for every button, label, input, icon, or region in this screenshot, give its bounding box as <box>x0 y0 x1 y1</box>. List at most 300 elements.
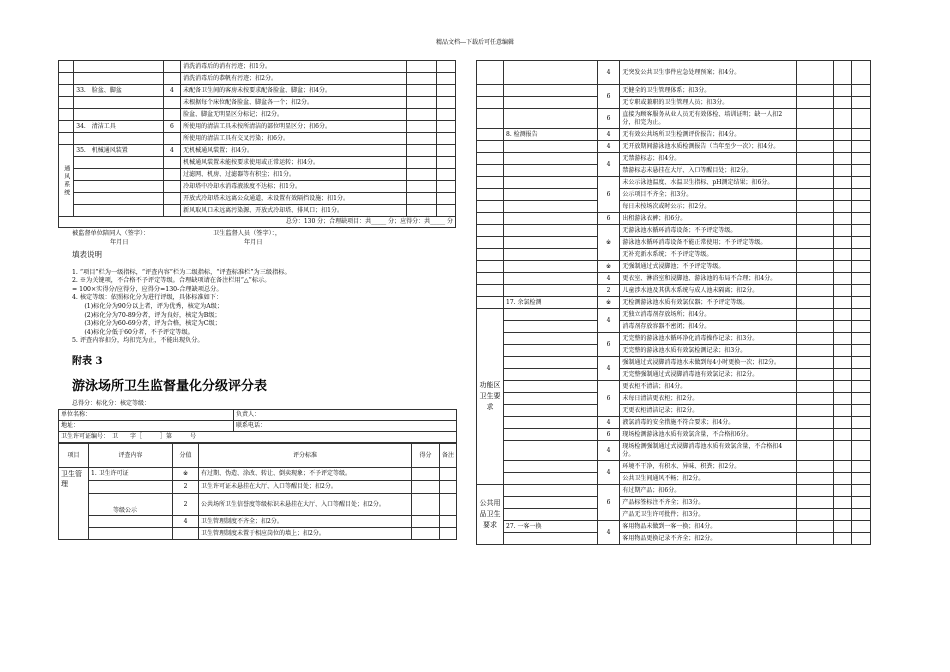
rule-cell: 机械通风装置未能按要求使用或正常运转；扣4分。 <box>181 157 407 169</box>
cat-cell: 通风系统 <box>59 145 74 217</box>
item-cell <box>504 417 598 429</box>
rule-cell: 更衣室、淋浴室和浸脚池、游泳池的布局不合理；扣4分。 <box>620 273 797 285</box>
blank-cell <box>833 285 852 297</box>
blank-cell <box>797 201 833 213</box>
item-cell <box>504 485 598 497</box>
rule-cell: 现场检测游泳池水质有效氯含量，不合格扣6分。 <box>620 429 797 441</box>
item-cell <box>504 213 598 225</box>
left-bottom-table <box>58 443 457 540</box>
rule-cell: 无突发公共卫生事件应急处理预案；扣4分。 <box>620 61 797 85</box>
rule-cell: 无完整的游泳池水循环净化消毒操作记录；扣3分。 <box>620 333 797 345</box>
rule-cell: 消洗消毒后的恭帆有污迹；扣2分。 <box>181 73 407 85</box>
signatures <box>58 230 456 248</box>
blank-cell <box>797 381 833 393</box>
page-header: 精品文档---下载后可任意编辑 <box>435 39 515 46</box>
item-cell <box>504 201 598 213</box>
blank-cell <box>797 97 833 109</box>
blank-cell <box>797 333 833 345</box>
blank-cell <box>852 461 871 473</box>
blank-cell <box>833 273 852 285</box>
blank-cell <box>852 441 871 461</box>
blank-cell <box>833 61 852 85</box>
rule-cell: 液氯消毒的安全措施不符合要求；扣4分。 <box>620 417 797 429</box>
cat-cell <box>477 213 504 225</box>
blank-cell <box>833 201 852 213</box>
rule-cell: 无更衣柜清洁记录；扣2分。 <box>620 405 797 417</box>
item-cell <box>504 165 598 177</box>
blank-cell <box>852 393 871 405</box>
rule-cell: 新风取风口未远离污染源、开放式冷却塔、排风口；扣1分。 <box>181 205 407 217</box>
blank-cell <box>852 201 871 213</box>
score-cell: 6 <box>597 213 620 225</box>
score-cell: 4 <box>597 273 620 285</box>
info-table <box>58 409 457 443</box>
blank-cell <box>797 509 833 521</box>
item-cell: 8. 检测报告 <box>504 129 598 141</box>
rule-cell: 卫生管理制度不齐全；扣2分。 <box>199 515 412 527</box>
rule-cell: 无游泳池水循环消毒设备；不予评定等级。 <box>620 225 797 237</box>
license-field: 卫生许可证编号： 卫 字［ ］第 号 <box>59 431 457 442</box>
rule-cell: 每日未按场次或时公示；扣2分。 <box>620 201 797 213</box>
score-cell: 4 <box>597 521 620 545</box>
blank-cell <box>833 321 852 333</box>
rule-cell: 现场检测强制通过式浸脚消毒池水质有效氯含量，不合格扣4分。 <box>620 441 797 461</box>
note-line: (3)标化分为60-69分者，评为合格，核定为C级； <box>72 320 221 328</box>
blank-cell <box>852 357 871 369</box>
cat-cell <box>477 141 504 153</box>
item-cell <box>504 225 598 237</box>
blank-cell <box>852 309 871 321</box>
item-cell <box>504 237 598 249</box>
item-cell <box>504 357 598 369</box>
blank-cell <box>852 129 871 141</box>
blank-cell <box>797 441 833 461</box>
rule-cell: 开放式冷却塔未远离公众通道，未设置有效隔挡设施；扣1分。 <box>181 193 407 205</box>
blank-cell <box>797 393 833 405</box>
blank-cell <box>833 393 852 405</box>
rule-cell: 无强制通过式浸脚池；不予评定等级。 <box>620 261 797 273</box>
rule-cell: 无完整的游泳池水质有效氯检测记录；扣3分。 <box>620 345 797 357</box>
item-cell <box>504 393 598 405</box>
item-cell <box>504 189 598 201</box>
blank-cell <box>833 429 852 441</box>
blank-cell <box>852 321 871 333</box>
blank-cell <box>797 321 833 333</box>
rule-cell: 消毒剂存放容器不密闭；扣4分。 <box>620 321 797 333</box>
item-cell: 33. 脸盆、脚盆 <box>74 85 163 97</box>
blank-cell <box>833 129 852 141</box>
score-cell: ※ <box>597 261 620 273</box>
rule-cell: 无有效公共场所卫生检测评价报告；扣4分。 <box>620 129 797 141</box>
rule-cell: 有过期产品；扣6分。 <box>620 485 797 497</box>
rule-cell: 儿童涉水池及其供水系统与成人池未隔离；扣2分。 <box>620 285 797 297</box>
item-cell <box>504 177 598 189</box>
rule-cell: 无补充新水系统；不予评定等级。 <box>620 249 797 261</box>
cat-cell: 卫生管理 <box>59 467 89 539</box>
blank-cell <box>852 345 871 357</box>
blank-cell <box>833 441 852 461</box>
blank-cell <box>797 177 833 189</box>
cat-cell <box>477 177 504 189</box>
item-cell <box>504 249 598 261</box>
item-cell <box>504 509 598 521</box>
appendix-label: 附表 3 <box>72 355 103 367</box>
blank-cell <box>797 165 833 177</box>
blank-cell <box>852 249 871 261</box>
score-cell: 4 <box>597 129 620 141</box>
head-proj: 项目 <box>59 443 89 467</box>
blank-cell <box>852 533 871 545</box>
cat-cell: 公共用品卫生要求 <box>477 485 504 545</box>
blank-cell <box>833 189 852 201</box>
rule-cell: 客用物品未做到一客一换；扣4分。 <box>620 521 797 533</box>
head-std: 评分标准 <box>199 443 412 467</box>
cat-cell <box>477 97 504 109</box>
blank-cell <box>833 153 852 165</box>
blank-cell <box>852 189 871 201</box>
blank-cell <box>833 345 852 357</box>
rule-cell: 出租游泳衣裤；扣6分。 <box>620 213 797 225</box>
blank-cell <box>852 97 871 109</box>
blank-cell <box>833 333 852 345</box>
cat-cell <box>477 273 504 285</box>
left-column <box>58 60 456 540</box>
rule-cell: 强制通过式浸脚消毒池水未做到每4小时更换一次；扣2分。 <box>620 357 797 369</box>
blank-cell <box>852 381 871 393</box>
score-cell: 4 <box>163 85 180 97</box>
rule-cell: 未配备卫生间的客房未按要求配备脸盆、脚盆；扣4分。 <box>181 85 407 97</box>
rule-cell: 更衣柜不清洁；扣4分。 <box>620 381 797 393</box>
item-cell: 35. 机械通风装置 <box>74 145 163 157</box>
rule-cell: 环境不干净，有积水、异味、积粪；扣2分。 <box>620 461 797 473</box>
item-cell <box>504 441 598 461</box>
score-cell: ※ <box>597 297 620 309</box>
item-cell: 34. 清洁工具 <box>74 121 163 133</box>
note-line: 5. 评查内容扣分，均扣完为止，不能出现负分。 <box>72 337 204 345</box>
right-table <box>476 60 871 545</box>
cat-cell <box>477 285 504 297</box>
item-cell <box>504 473 598 485</box>
blank-cell <box>797 497 833 509</box>
blank-cell <box>797 129 833 141</box>
blank-cell <box>797 473 833 485</box>
blank-cell <box>852 417 871 429</box>
blank-cell <box>797 417 833 429</box>
item-cell <box>504 321 598 333</box>
score-cell: 6 <box>597 177 620 213</box>
blank-cell <box>797 429 833 441</box>
rule-cell: 公示项目不齐全；扣3分。 <box>620 189 797 201</box>
rule-cell: 产品标签标注不齐全；扣3分。 <box>620 497 797 509</box>
rule-cell: 脸盆、脚盆无明显区分标记；扣2分。 <box>181 109 407 121</box>
rule-cell: 无完整强制通过式浸脚消毒池有效氯记录；扣2分。 <box>620 369 797 381</box>
rule-cell: 无禁游标志；扣4分。 <box>620 153 797 165</box>
rule-cell: 无开放期间游泳池水质检测报告（当年至少一次）；扣4分。 <box>620 141 797 153</box>
notes <box>72 260 456 346</box>
blank-cell <box>797 61 833 85</box>
rule-cell: 所使用的清洁工具未按所清洁的部位明显区分；扣6分。 <box>181 121 407 133</box>
item-cell <box>504 345 598 357</box>
rule-cell: 未根据每个床位配备脸盆、脚盆各一个；扣2分。 <box>181 97 407 109</box>
score-cell: 2 <box>173 493 199 515</box>
score-cell: 4 <box>597 417 620 429</box>
blank-cell <box>833 533 852 545</box>
rule-cell: 无检测游泳池水质有效氯仪器；不予评定等级。 <box>620 297 797 309</box>
blank-cell <box>797 309 833 321</box>
item-cell <box>504 273 598 285</box>
rule-cell: 未每日清洁更衣柜；扣2分。 <box>620 393 797 405</box>
form-subtitle: 总得分：标化分：核定等级： <box>72 399 151 407</box>
blank-cell <box>833 309 852 321</box>
cat-cell <box>477 249 504 261</box>
score-cell: 6 <box>597 333 620 357</box>
item-cell <box>504 285 598 297</box>
cat-cell <box>477 225 504 237</box>
blank-cell <box>797 297 833 309</box>
blank-cell <box>833 213 852 225</box>
blank-cell <box>833 417 852 429</box>
score-cell: 2 <box>597 285 620 297</box>
score-cell: 4 <box>163 145 180 157</box>
item-cell <box>504 85 598 97</box>
score-cell: 4 <box>597 357 620 381</box>
note-line: (4)标化分低于60分者，不予评定等级。 <box>72 328 194 336</box>
score-cell: 6 <box>597 485 620 521</box>
rule-cell: 所使用的清洁工具有交叉污染；扣6分。 <box>181 133 407 145</box>
note-line: 2. ※为关键项，不合格不予评定等级。合理缺项请在备注栏用“△”标示。 <box>72 277 271 285</box>
score-cell: ※ <box>597 225 620 261</box>
rule-cell: 无健全的卫生管理体系；扣3分。 <box>620 85 797 97</box>
cat-cell <box>477 201 504 213</box>
rule-cell: 有过期、伪造、涂改、转让、倒卖现象；不予评定等级。 <box>199 467 412 480</box>
head-score: 分值 <box>173 443 199 467</box>
rule-cell: 冷却塔中冷却水消毒液浓度不达标；扣1分。 <box>181 181 407 193</box>
item-cell <box>504 369 598 381</box>
score-cell: 4 <box>173 515 199 527</box>
item-cell: 等级公示 <box>89 493 173 515</box>
blank-cell <box>833 405 852 417</box>
blank-cell <box>852 521 871 533</box>
blank-cell <box>852 429 871 441</box>
blank-cell <box>797 521 833 533</box>
blank-cell <box>852 61 871 85</box>
score-cell: 6 <box>163 121 180 133</box>
blank-cell <box>833 497 852 509</box>
blank-cell <box>833 97 852 109</box>
item-cell <box>74 61 163 73</box>
rule-cell: 禁游标志未悬挂在大厅、入口等醒目处；扣2分。 <box>620 165 797 177</box>
rule-cell: 卫生许可证未悬挂在大厅、入口等醒目处；扣2分。 <box>199 480 412 493</box>
blank-cell <box>797 109 833 129</box>
rule-cell: 无独立消毒剂存放场所；扣4分。 <box>620 309 797 321</box>
blank-cell <box>833 177 852 189</box>
blank-cell <box>833 249 852 261</box>
item-cell <box>504 497 598 509</box>
score-cell: 4 <box>597 309 620 333</box>
item-cell <box>504 153 598 165</box>
blank-cell <box>852 153 871 165</box>
blank-cell <box>797 225 833 237</box>
score-cell: 4 <box>597 141 620 153</box>
item-cell <box>504 109 598 129</box>
sign-officer: 卫生监督人员（签字）：， <box>213 230 282 237</box>
blank-cell <box>797 153 833 165</box>
blank-cell <box>852 177 871 189</box>
item-cell: 1. 卫生许可证 <box>89 467 173 480</box>
blank-cell <box>833 85 852 97</box>
blank-cell <box>852 165 871 177</box>
blank-cell <box>833 357 852 369</box>
blank-cell <box>797 141 833 153</box>
score-cell: 6 <box>597 429 620 441</box>
blank-cell <box>852 333 871 345</box>
score-cell: 4 <box>597 441 620 461</box>
item-cell <box>504 381 598 393</box>
cat-cell <box>477 165 504 177</box>
blank-cell <box>797 533 833 545</box>
blank-cell <box>852 509 871 521</box>
blank-cell <box>833 141 852 153</box>
rule-cell: 客用物品更换记录不齐全；扣2分。 <box>620 533 797 545</box>
item-cell <box>504 309 598 321</box>
blank-cell <box>852 369 871 381</box>
head-content: 评查内容 <box>89 443 173 467</box>
cat-cell <box>477 153 504 165</box>
blank-cell <box>852 141 871 153</box>
blank-cell <box>833 225 852 237</box>
blank-cell <box>797 237 833 249</box>
notes-title: 填表说明 <box>72 250 102 259</box>
blank-cell <box>797 213 833 225</box>
item-cell <box>504 405 598 417</box>
head-got: 得分 <box>412 443 440 467</box>
blank-cell <box>797 249 833 261</box>
cat-cell: 功能区卫生要求 <box>477 309 504 485</box>
note-line: (2)标化分为70-89分者，评为良好，核定为B级； <box>72 311 221 319</box>
sign-date-a: 年月日 <box>110 239 129 246</box>
note-line: (1)标化分为90分以上者，评为优秀，核定为A级； <box>72 302 224 310</box>
sign-date-b: 年月日 <box>244 239 263 246</box>
total-line: 总分：130 分；合理缺项目：共_____ 分；应得分：共_____ 分 <box>59 217 456 228</box>
cat-cell <box>59 61 74 73</box>
score-cell: 6 <box>597 109 620 129</box>
blank-cell <box>852 225 871 237</box>
score-cell: 4 <box>597 61 620 85</box>
cat-cell <box>477 297 504 309</box>
score-cell: 6 <box>597 381 620 417</box>
blank-cell <box>797 369 833 381</box>
note-line: = 100×实得分/应得分，应得分=130-合理缺项总分。 <box>72 285 223 293</box>
item-cell <box>504 61 598 85</box>
blank-cell <box>833 369 852 381</box>
blank-cell <box>797 345 833 357</box>
blank-cell <box>852 473 871 485</box>
score-cell: 2 <box>173 480 199 493</box>
cat-cell <box>477 237 504 249</box>
phone-field: 联系电话： <box>234 420 457 431</box>
blank-cell <box>833 261 852 273</box>
blank-cell <box>833 165 852 177</box>
blank-cell <box>852 237 871 249</box>
item-cell <box>504 261 598 273</box>
score-cell: 4 <box>597 153 620 177</box>
blank-cell <box>797 273 833 285</box>
blank-cell <box>852 485 871 497</box>
rule-cell: 游泳池水循环消毒设备不能正常使用；不予评定等级。 <box>620 237 797 249</box>
score-cell: ※ <box>173 467 199 480</box>
blank-cell <box>797 405 833 417</box>
blank-cell <box>797 485 833 497</box>
left-top-table <box>58 60 456 228</box>
rule-cell: 产品无卫生许可批件；扣3分。 <box>620 509 797 521</box>
blank-cell <box>833 381 852 393</box>
rule-cell: 卫生管理制度未置于相应岗位的墙上；扣2分。 <box>199 527 412 539</box>
blank-cell <box>833 461 852 473</box>
rule-cell: 过滤网、机房、过滤器等有积尘；扣1分。 <box>181 169 407 181</box>
blank-cell <box>797 189 833 201</box>
note-line: 1. “项目”栏为一级指标，“评查内容”栏为二级指标，“评查标准栏”为三级指标。 <box>72 268 291 276</box>
blank-cell <box>852 261 871 273</box>
blank-cell <box>833 109 852 129</box>
blank-cell <box>833 297 852 309</box>
head-rem: 备注 <box>440 443 457 467</box>
item-cell <box>504 461 598 473</box>
blank-cell <box>797 261 833 273</box>
rule-cell: 未公示泳池温度、水温卫生指标、pH测定结果；扣6分。 <box>620 177 797 189</box>
blank-cell <box>852 297 871 309</box>
score-cell: 6 <box>597 85 620 109</box>
item-cell <box>504 141 598 153</box>
blank-cell <box>852 497 871 509</box>
blank-cell <box>852 213 871 225</box>
blank-cell <box>833 509 852 521</box>
cat-cell <box>477 61 504 85</box>
blank-cell <box>852 285 871 297</box>
blank-cell <box>797 357 833 369</box>
blank-cell <box>833 473 852 485</box>
blank-cell <box>852 109 871 129</box>
address-field: 地址： <box>59 420 234 431</box>
cat-cell <box>477 129 504 141</box>
blank-cell <box>852 405 871 417</box>
sign-unit: 被监督单位陪同人（签字）： <box>72 230 150 237</box>
blank-cell <box>833 485 852 497</box>
cat-cell <box>477 189 504 201</box>
blank-cell <box>833 237 852 249</box>
item-cell <box>504 429 598 441</box>
cat-cell <box>477 261 504 273</box>
unit-name-field: 单位名称： <box>59 409 234 420</box>
score-cell: 4 <box>597 461 620 485</box>
right-column <box>476 60 871 545</box>
blank-cell <box>797 461 833 473</box>
blank-cell <box>833 521 852 533</box>
blank-cell <box>797 85 833 97</box>
item-cell <box>504 533 598 545</box>
rule-cell: 无机械通风装置；扣4分。 <box>181 145 407 157</box>
cat-cell <box>477 109 504 129</box>
item-cell <box>504 97 598 109</box>
rule-cell: 消洗消毒后的消有污迹；扣1分。 <box>181 61 407 73</box>
leader-field: 负责人： <box>234 409 457 420</box>
blank-cell <box>797 285 833 297</box>
rule-cell: 无专职或兼职的卫生管理人员；扣3分。 <box>620 97 797 109</box>
item-cell: 17. 余氯检测 <box>504 297 598 309</box>
rule-cell: 直接为顾客服务从业人员无有效体检、培训证明；缺一人扣2分，扣完为止。 <box>620 109 797 129</box>
item-cell: 27. 一客一换 <box>504 521 598 533</box>
rule-cell: 公共场所卫生信誉度等级标识未悬挂在大厅、入口等醒目处；扣2分。 <box>199 493 412 515</box>
cat-cell <box>477 85 504 97</box>
